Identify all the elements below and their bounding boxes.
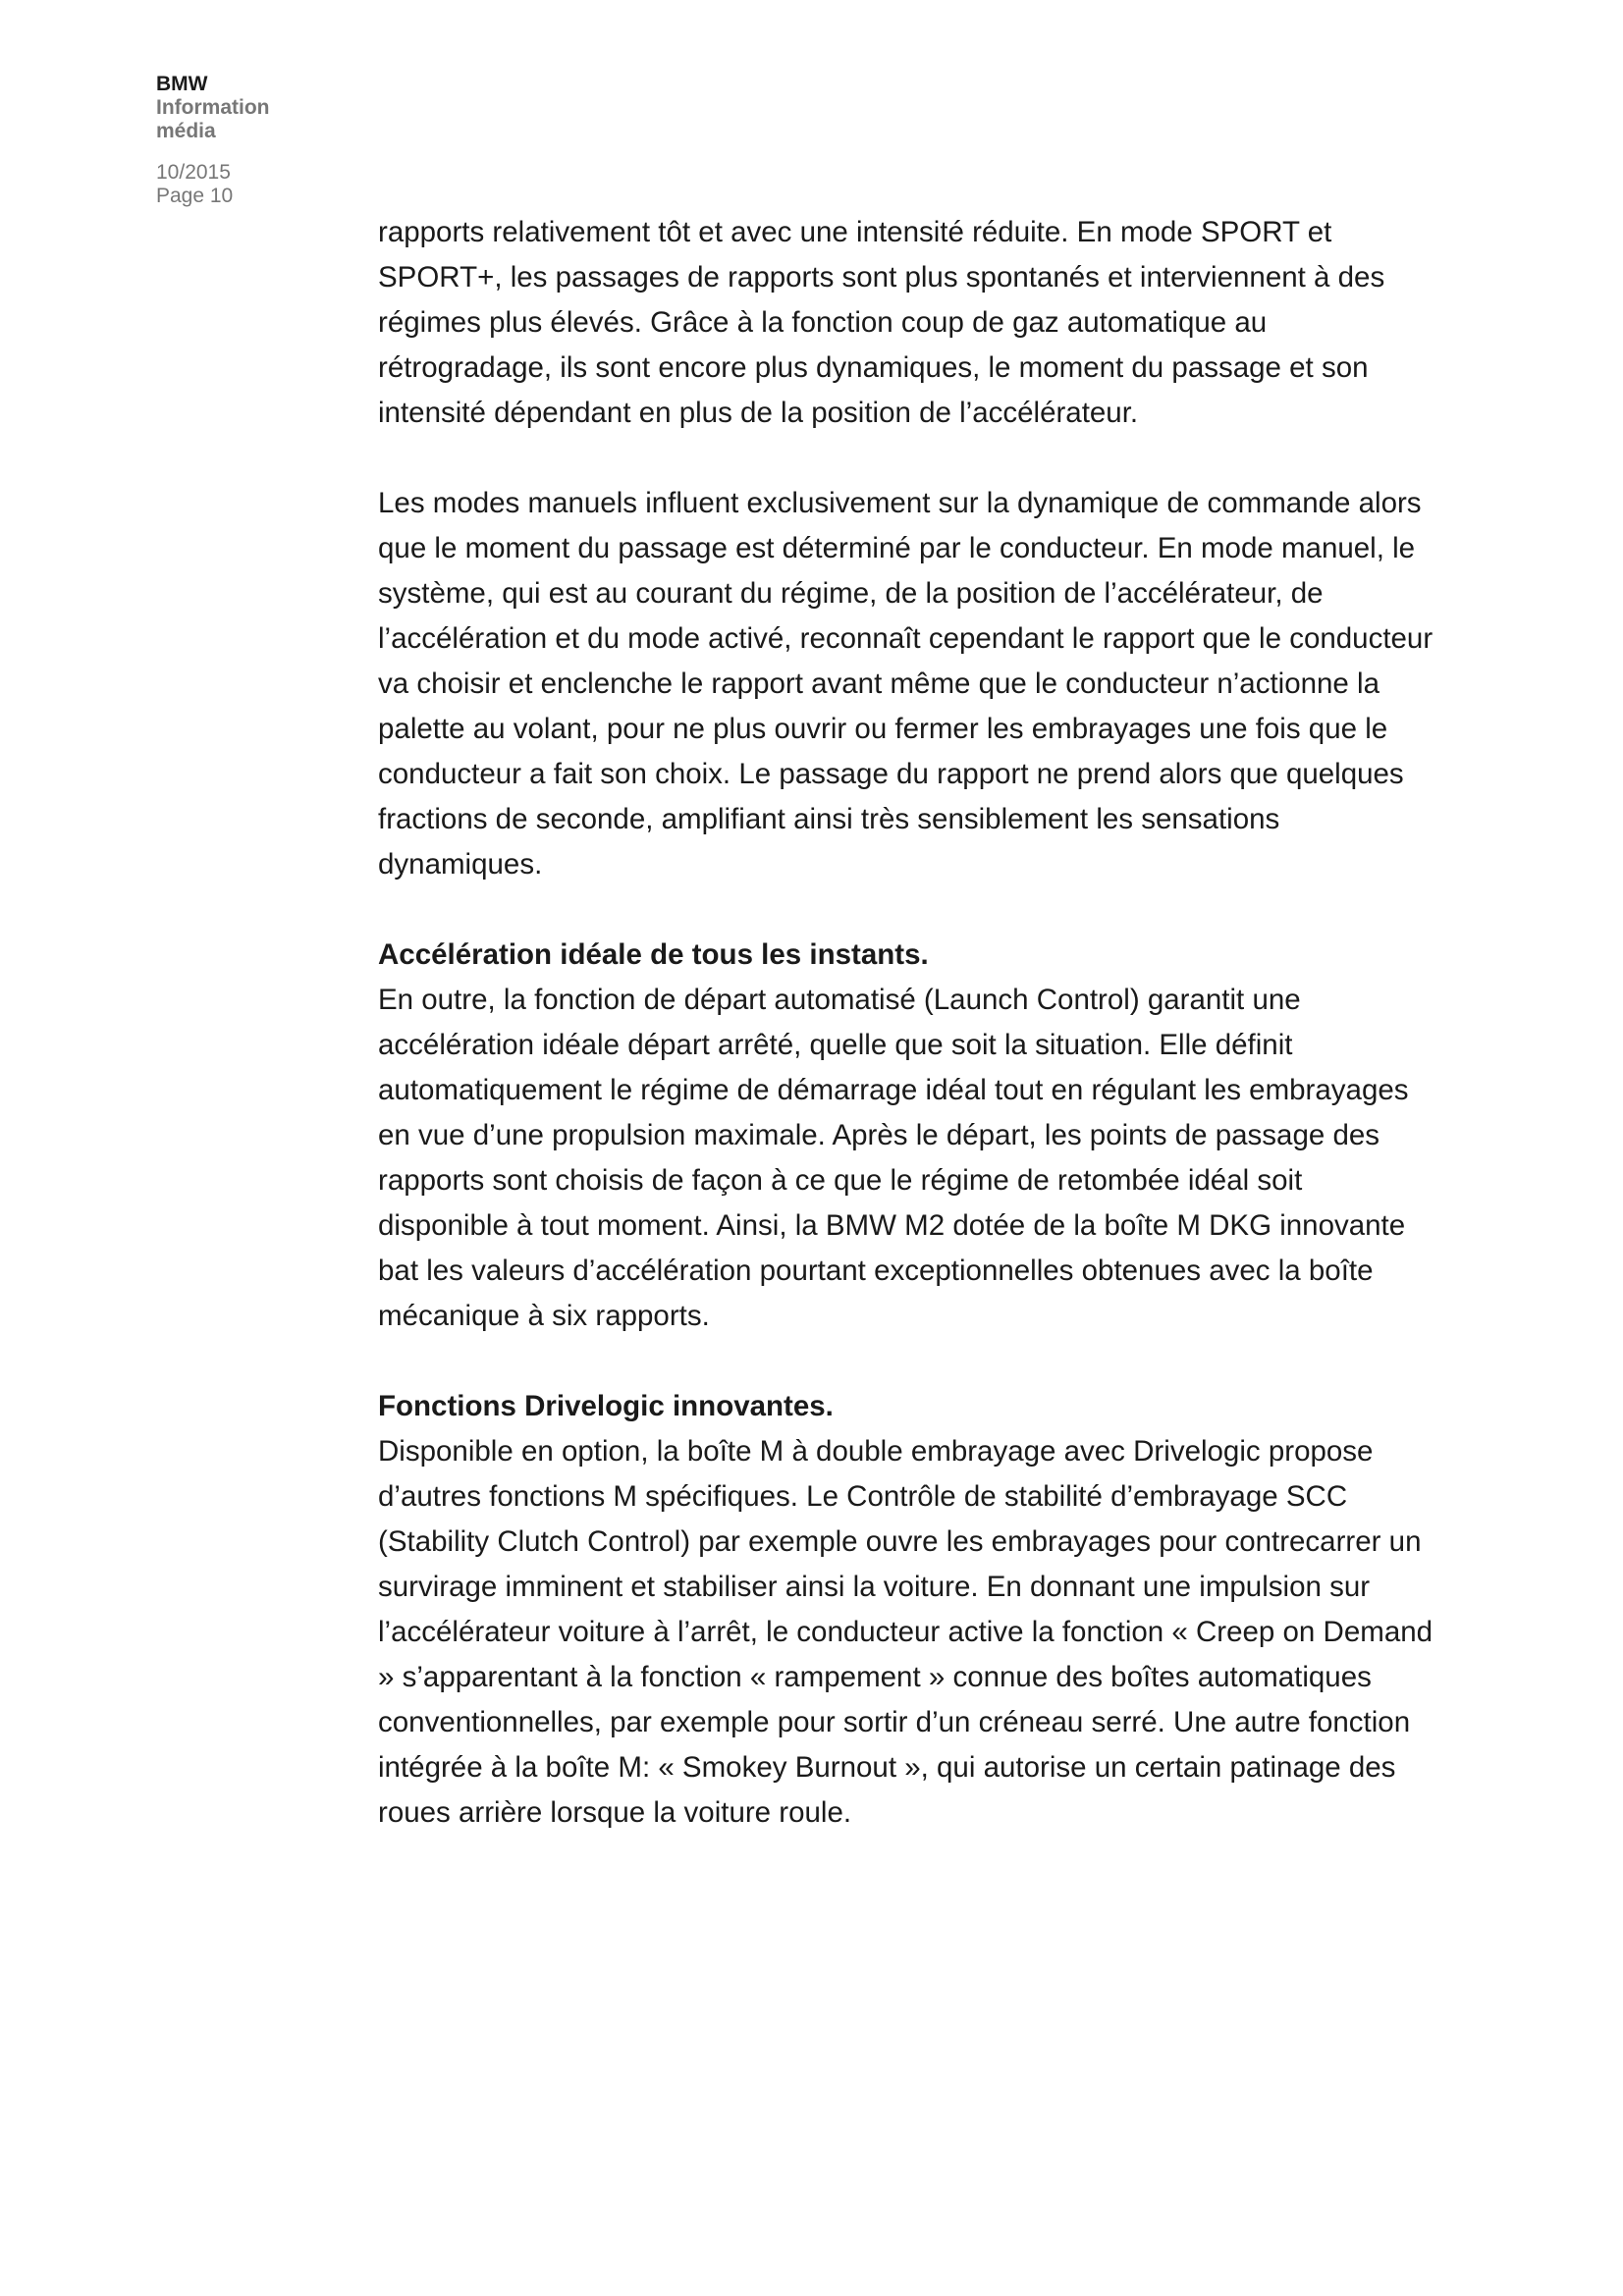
brand-subtitle-line2: média [156,120,216,142]
paragraph-spacer [378,436,1438,481]
document-date: 10/2015 [156,161,231,184]
paragraph-spacer [378,1339,1438,1384]
page-number: Page 10 [156,185,234,207]
paragraph-spacer [378,887,1438,933]
paragraph-shift-modes: rapports relativement tôt et avec une intensité réduite. En mode SPORT et SPORT+, les passages de rapports sont plus spontanés et interviennent à des régimes plus élevés. Grâce à la fonction coup de gaz automatique au rétrogradage, ils sont encore plus dynamiques, le moment du passage et son intensité dépendant en plus de la position de l’accélérateur. [378,216,1385,429]
paragraph-manual-modes: Les modes manuels influent exclusivement sur la dynamique de commande alors que le moment du passage est déterminé par le conducteur. En mode manuel, le système, qui est au courant du régime, de la position de l’accélérateur, de l’accélération et du mode activé, reconnaît cependant le rapport que le conducteur va choisir et enclenche le rapport avant même que le conducteur n’actionne la palette au volant, pour ne plus ouvrir ou fermer les embrayages une fois que le conducteur a fait son choix. Le passage du rapport ne prend alors que quelques fractions de seconde, amplifiant ainsi très sensiblement les sensations dynamiques. [378,487,1434,881]
section-heading-acceleration: Accélération idéale de tous les instants. [378,938,929,971]
paragraph-drivelogic: Disponible en option, la boîte M à double embrayage avec Drivelogic propose d’autres fonctions M spécifiques. Le Contrôle de stabilité d’embrayage SCC (Stability Clutch Control) par exemple ouvre les embrayages pour contrecarrer un survirage imminent et stabiliser ainsi la voiture. En donnant une impulsion sur l’accélérateur voiture à l’arrêt, le conducteur active la fonction « Creep on Demand » s’apparentant à la fonction « rampement » connue des boîtes automatiques conventionnelles, par exemple pour sortir d’un créneau serré. Une autre fonction intégrée à la boîte M: « Smokey Burnout », qui autorise un certain patinage des roues arrière lorsque la voiture roule. [378,1435,1434,1829]
section-heading-drivelogic: Fonctions Drivelogic innovantes. [378,1390,834,1422]
document-body [378,210,1438,1836]
brand-subtitle-line1: Information [156,96,270,119]
document-header [156,73,352,208]
brand-name: BMW [156,73,208,95]
paragraph-launch-control: En outre, la fonction de départ automatisé (Launch Control) garantit une accélération idéale départ arrêté, quelle que soit la situation. Elle définit automatiquement le régime de démarrage idéal tout en régulant les embrayages en vue d’une propulsion maximale. Après le départ, les points de passage des rapports sont choisis de façon à ce que le régime de retombée idéal soit disponible à tout moment. Ainsi, la BMW M2 dotée de la boîte M DKG innovante bat les valeurs d’accélération pourtant exceptionnelles obtenues avec la boîte mécanique à six rapports. [378,984,1409,1332]
